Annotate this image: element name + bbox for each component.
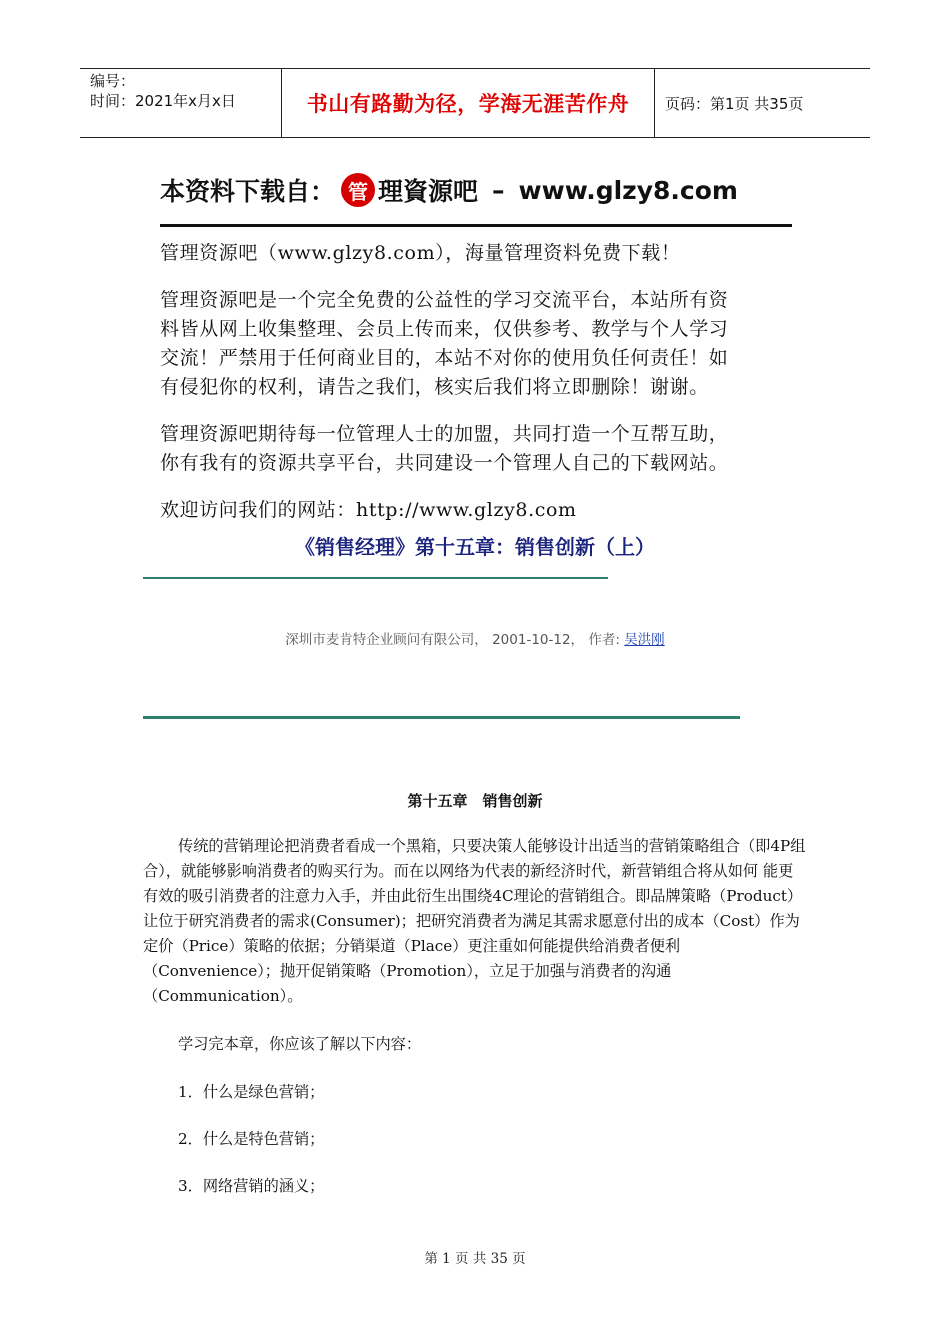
banner-dash: – bbox=[492, 175, 505, 205]
author-link[interactable]: 吴洪刚 bbox=[624, 632, 665, 648]
banner-site-name: 理資源吧 bbox=[378, 177, 479, 206]
banner-text-line: 管理资源吧是一个完全免费的公益性的学习交流平台，本站所有资 bbox=[160, 289, 729, 311]
header-table bbox=[80, 68, 870, 138]
time-label: 时间：2021年x月x日 bbox=[90, 92, 236, 110]
banner-url: www.glzy8.com bbox=[518, 175, 738, 205]
intro-paragraph: 传统的营销理论把消费者看成一个黑箱，只要决策人能够设计出适当的营销策略组合（即4P组合），就能够影响消费者的购买行为。而在以网络为代表的新经济时代，新营销组合将从如何 能更有效的吸引消费者的注意力入手，并由此衍生出围绕4C理论的营销组合。即品牌策略（Product）让位于研究消费者的需求(Consumer)；把研究消费者为满足其需求愿意付出的成本（Cost）作为定价（Price）策略的依据；分销渠道（Place）更注重如何能提供给消费者便利（Convenience）；抛开促销策略（Promotion），立足于加强与消费者的沟通（Communication）。 bbox=[143, 837, 806, 1005]
article-title: 《销售经理》第十五章：销售创新（上） bbox=[295, 535, 655, 559]
banner-heading bbox=[160, 160, 800, 220]
page-footer: 第 1 页 共 35 页 bbox=[424, 1251, 526, 1267]
banner-paragraph-3 bbox=[160, 420, 800, 478]
motto: 书山有路勤为径，学海无涯苦作舟 bbox=[282, 69, 655, 137]
title-divider bbox=[143, 577, 608, 579]
banner-text-line: 料皆从网上收集整理、会员上传而来，仅供参考、教学与个人学习 bbox=[160, 318, 729, 340]
download-banner bbox=[160, 160, 800, 525]
byline-divider bbox=[143, 716, 740, 719]
page-info: 页码：第1页 共35页 bbox=[665, 94, 804, 113]
banner-text-line: 有侵犯你的权利，请告之我们，核实后我们将立即删除！谢谢。 bbox=[160, 376, 709, 398]
list-item: 2．什么是特色营销； bbox=[178, 1130, 325, 1148]
list-item: 3．网络营销的涵义； bbox=[178, 1177, 325, 1195]
banner-paragraph-2 bbox=[160, 286, 800, 402]
chapter-heading: 第十五章 销售创新 bbox=[407, 792, 543, 810]
learn-intro: 学习完本章，你应该了解以下内容： bbox=[178, 1035, 421, 1053]
byline bbox=[0, 628, 950, 648]
number-label: 编号： bbox=[90, 72, 136, 90]
header-left-cell bbox=[80, 69, 282, 137]
banner-prefix: 本资料下载自： bbox=[160, 177, 336, 206]
banner-welcome: 欢迎访问我们的网站：http://www.glzy8.com bbox=[160, 499, 577, 521]
banner-text-line: 管理资源吧期待每一位管理人士的加盟，共同打造一个互帮互助， bbox=[160, 423, 729, 445]
banner-text-line: 交流！严禁用于任何商业目的，本站不对你的使用负任何责任！如 bbox=[160, 347, 729, 369]
banner-divider bbox=[160, 224, 792, 227]
byline-prefix: 深圳市麦肯特企业顾问有限公司， 2001-10-12， 作者: bbox=[285, 632, 625, 648]
list-item: 1．什么是绿色营销； bbox=[178, 1083, 325, 1101]
banner-line-1: 管理资源吧（www.glzy8.com），海量管理资料免费下载！ bbox=[160, 242, 681, 264]
site-logo-icon: 管 bbox=[341, 173, 375, 207]
banner-text-line: 你有我有的资源共享平台，共同建设一个管理人自己的下载网站。 bbox=[160, 452, 729, 474]
